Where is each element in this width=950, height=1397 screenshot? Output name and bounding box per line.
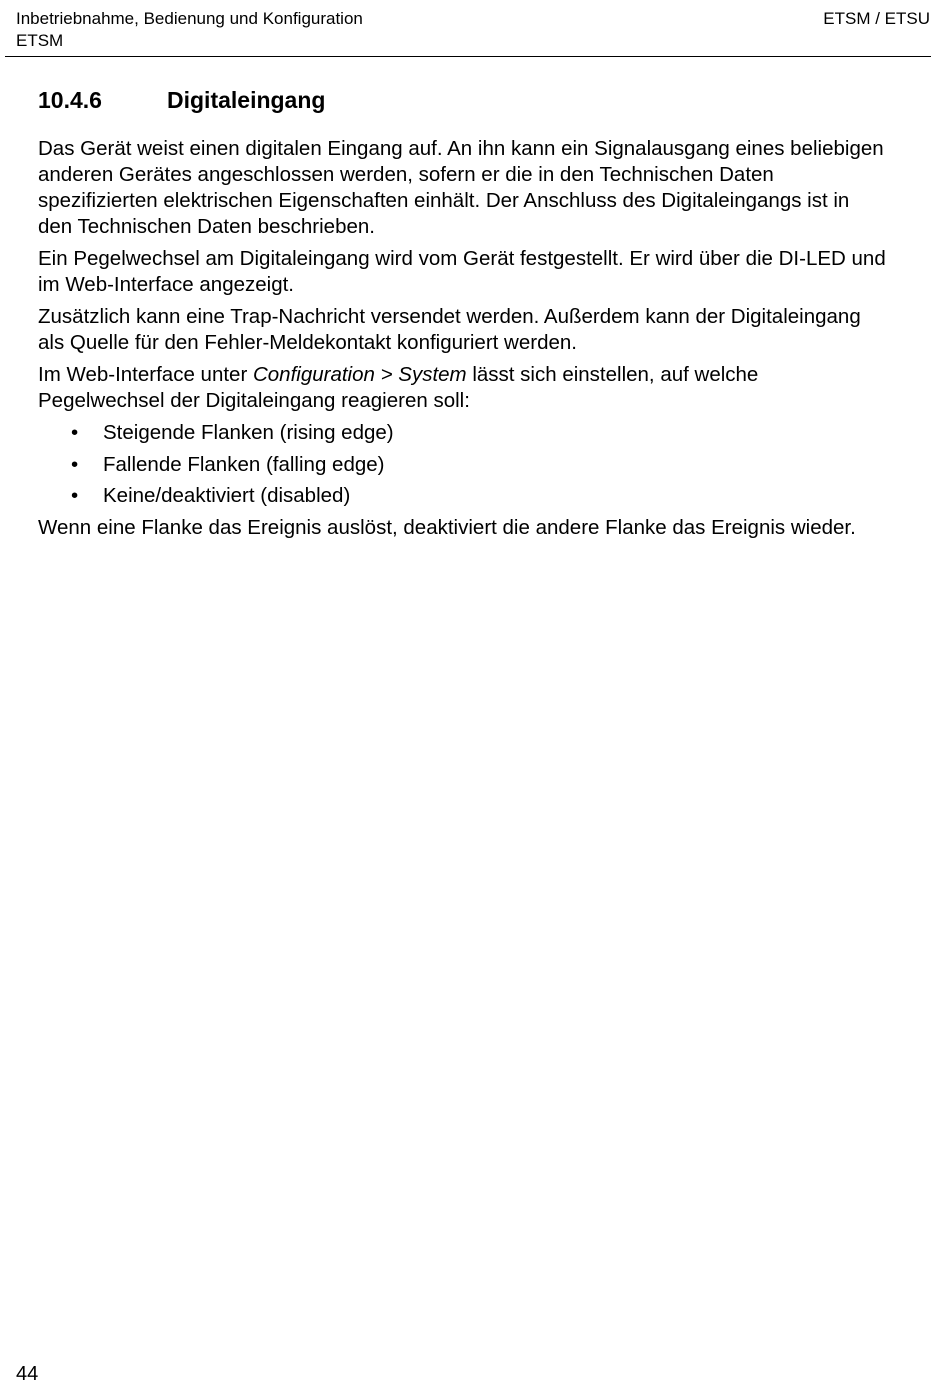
- paragraph-web-interface: [38, 362, 888, 414]
- paragraph-edge-behavior: Wenn eine Flanke das Ereignis auslöst, deaktiviert die andere Flanke das Ereignis wieder.: [38, 516, 856, 539]
- header-document-title: Inbetriebnahme, Bedienung und Konfiguration: [16, 9, 363, 28]
- bullet-icon: •: [71, 484, 79, 507]
- paragraph-level-change: Ein Pegelwechsel am Digitaleingang wird vom Gerät festgestellt. Er wird über die DI-LED und im Web-Interface angezeigt.: [38, 247, 886, 296]
- paragraph-intro: Das Gerät weist einen digitalen Eingang auf. An ihn kann ein Signalausgang eines beliebigen anderen Gerätes angeschlossen werden, sofern er die in den Technischen Daten spezifizierten elektrischen Eigenschaften einhält. Der Anschluss des Digitaleingangs ist in den Technischen Daten beschrieben.: [38, 137, 884, 238]
- menu-path: Configuration > System: [252, 363, 467, 386]
- main-content: [38, 84, 888, 547]
- section-heading: [38, 84, 888, 116]
- list-item: [38, 420, 888, 446]
- list-item-label: Fallende Flanken (falling edge): [103, 452, 385, 476]
- list-item-label: Steigende Flanken (rising edge): [103, 421, 394, 444]
- list-item-label: Keine/deaktiviert (disabled): [103, 484, 351, 507]
- section-title: Digitaleingang: [167, 87, 326, 113]
- header-device-name: ETSM: [16, 31, 64, 50]
- bullet-icon: •: [71, 452, 79, 476]
- header-divider: [5, 56, 931, 57]
- paragraph-web-interface-start: Im Web-Interface unter: [38, 363, 253, 386]
- bullet-icon: •: [71, 421, 79, 444]
- paragraph-web-interface-end: lässt sich einstellen, auf welche Pegelwechsel der Digitaleingang reagieren soll:: [38, 363, 759, 412]
- paragraph-trap: Zusätzlich kann eine Trap-Nachricht versendet werden. Außerdem kann der Digitaleingang als Quelle für den Fehler-Meldekontakt konfiguriert werden.: [38, 305, 861, 354]
- list-item: [38, 483, 888, 509]
- header-product-names: ETSM / ETSU: [823, 9, 930, 28]
- section-number: 10.4.6: [38, 87, 102, 113]
- edge-options-list: [38, 420, 888, 509]
- header-left: [16, 8, 363, 52]
- list-item: [38, 452, 888, 478]
- page-number: 44: [16, 1363, 39, 1385]
